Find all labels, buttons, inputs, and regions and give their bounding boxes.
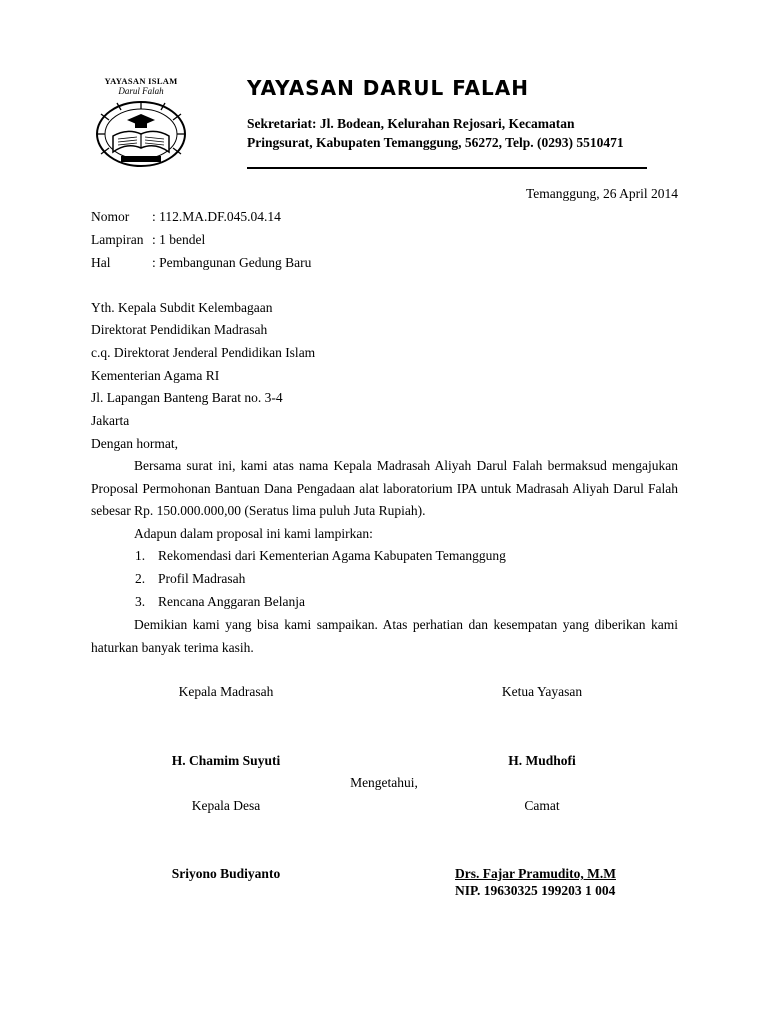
signature-name-right: H. Mudhofi [508,753,576,768]
attachment-item [135,548,506,564]
recipient-line: Jakarta [91,413,130,428]
org-address [247,114,687,152]
meta-label-hal: Hal [91,255,111,270]
signature-name-left: H. Chamim Suyuti [171,753,281,768]
signature-title-left-2: Kepala Desa [191,798,261,813]
signature-title-right: Ketua Yayasan [501,684,583,699]
attachment-number: 3. [135,594,146,609]
attachment-number: 1. [135,548,146,563]
recipient-line: Kementerian Agama RI [91,368,220,383]
attachment-item [135,594,305,610]
meta-label-nomor: Nomor [91,209,130,224]
recipient-line: Yth. Kepala Subdit Kelembagaan [91,300,273,315]
attachment-number: 2. [135,571,146,586]
meta-label-lampiran: Lampiran [91,232,144,247]
logo-top-text: YAYASAN ISLAM [104,76,178,86]
signature-name-right-2: Drs. Fajar Pramudito, M.M [455,866,616,881]
recipient-line: Direktorat Pendidikan Madrasah [91,322,268,337]
recipient-line: Jl. Lapangan Banteng Barat no. 3-4 [91,390,283,405]
meta-value-hal: : Pembangunan Gedung Baru [152,255,312,270]
foundation-logo [86,76,196,172]
attachment-text: Rekomendasi dari Kementerian Agama Kabupaten Temanggung [158,548,506,563]
attachment-item [135,571,245,587]
recipient-line: c.q. Direktorat Jenderal Pendidikan Islam [91,345,316,360]
signature-nip: NIP. 19630325 199203 1 004 [455,883,616,898]
signature-name-left-2: Sriyono Budiyanto [171,866,281,881]
address-line-1: Sekretariat: Jl. Bodean, Kelurahan Rejosari, Kecamatan [247,116,575,131]
meta-value-nomor: : 112.MA.DF.045.04.14 [152,209,281,224]
address-line-2: Pringsurat, Kabupaten Temanggung, 56272, Telp. (0293) 5510471 [247,135,624,150]
signature-title-left: Kepala Madrasah [178,684,274,699]
closing-paragraph: Demikian kami yang bisa kami sampaikan. Atas perhatian dan kesempatan yang diberikan kami haturkan banyak terima kasih. [91,617,678,655]
signature-title-right-2: Camat [524,798,560,813]
meta-value-lampiran: : 1 bendel [152,232,206,247]
org-name: YAYASAN DARUL FALAH [247,76,529,100]
body-paragraph-1: Bersama surat ini, kami atas nama Kepala Madrasah Aliyah Darul Falah bermaksud mengajukan Proposal Permohonan Bantuan Dana Pengadaan alat laboratorium IPA untuk Madrasah Aliyah Darul Falah sebesar Rp. 150.000.000,00 (Seratus lima puluh Juta Rupiah). [91,458,678,518]
acknowledgement-label: Mengetahui, [350,775,418,790]
header-divider [247,167,647,169]
logo-sub-text: Darul Falah [118,86,164,96]
attachment-text: Profil Madrasah [158,571,246,586]
attachment-text: Rencana Anggaran Belanja [158,594,305,609]
logo-emblem-icon [91,96,191,168]
body-paragraph-2: Adapun dalam proposal ini kami lampirkan: [134,526,373,541]
letter-date: Temanggung, 26 April 2014 [525,186,678,201]
greeting: Dengan hormat, [91,436,178,451]
